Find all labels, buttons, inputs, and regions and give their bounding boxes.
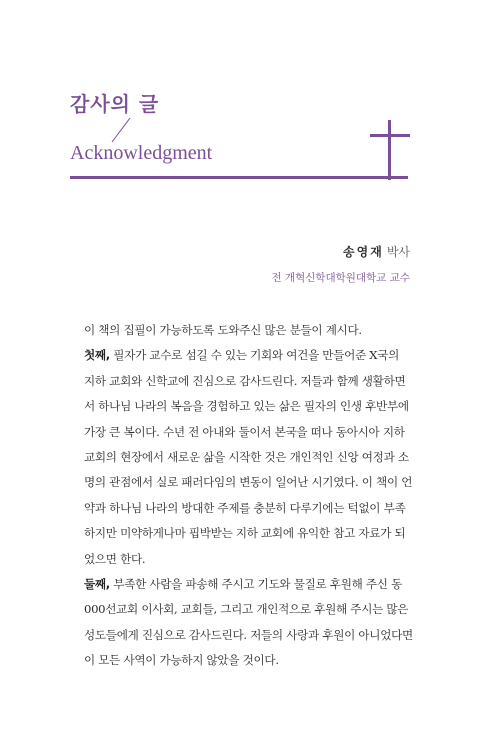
author-affiliation: 전 개혁신학대학원대학교 교수 [271,272,410,284]
paragraph-line: 000선교회 이사회, 교회들, 그리고 개인적으로 후원해 주시는 많은 [84,602,409,617]
paragraph-line: 서 하나님 나라의 복음을 경험하고 있는 삶은 필자의 인생 후반부에 [84,399,409,414]
title-rule [70,176,408,179]
paragraph-line: 명의 관점에서 실로 패러다임의 변동이 일어난 시기였다. 이 책이 언 [84,475,413,490]
paragraph-line: 부족한 사람을 파송해 주시고 기도와 물질로 후원해 주신 동 [113,577,402,592]
paragraph-line: 이 모든 사역이 가능하지 않았을 것이다. [84,653,279,668]
paragraph-line: 교회의 현장에서 새로운 삶을 시작한 것은 개인적인 신앙 여정과 소 [84,450,409,465]
author-name: 송영재 [343,245,384,259]
cross-icon [370,120,410,180]
paragraph-line: 필자가 교수로 섬길 수 있는 기회와 여건을 만들어준 X국의 [113,348,400,363]
opening-paragraph: 이 책의 집필이 가능하도록 도와주신 많은 분들이 계시다. [84,323,362,337]
paragraph-line: 약과 하나님 나라의 방대한 주제를 충분히 다루기에는 턱없이 부족 [84,500,406,515]
paragraph-line: 가장 큰 복이다. 수년 전 아내와 둘이서 본국을 떠나 동아시아 지하 [84,424,405,439]
paragraph-line: 성도들에게 진심으로 감사드린다. 저들의 사랑과 후원이 아니었다면 [84,627,413,642]
paragraph-line: 하지만 미약하게나마 핍박받는 지하 교회에 유익한 참고 자료가 되 [84,526,406,541]
first-paragraph [70,343,430,572]
second-paragraph [70,572,430,674]
paragraph-line: 지하 교회와 신학교에 진심으로 감사드린다. 저들과 함께 생활하면 [84,373,406,388]
body-text [70,318,430,674]
paragraph-line: 었으면 한다. [84,551,146,566]
first-lead: 첫째, [84,348,110,363]
chapter-title-korean: 감사의 글 [70,92,160,116]
author-degree: 박사 [386,245,410,259]
second-lead: 둘째, [84,577,110,592]
author-line [343,243,410,260]
chapter-title-english: Acknowledgment [70,142,213,164]
